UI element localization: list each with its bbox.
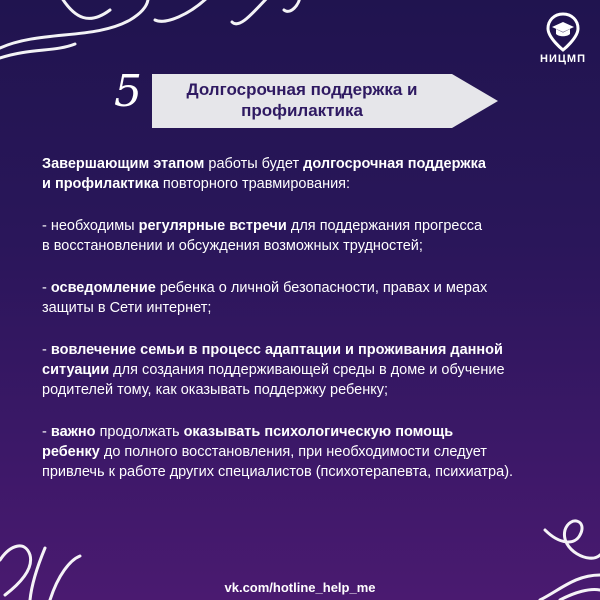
logo-text: НИЦМП	[540, 53, 586, 65]
text-run: для создания поддерживающей среды в доме и обучение	[109, 362, 505, 378]
text-run: -	[42, 342, 51, 358]
bold-phrase: ребенку	[42, 444, 100, 460]
content-text	[42, 154, 572, 504]
bold-phrase: важно	[50, 424, 96, 440]
text-run: -	[42, 280, 51, 296]
text-run: ребенка о личной безопасности, правах и мерах	[155, 280, 488, 296]
step-title-line2: профилактика	[241, 101, 363, 120]
logo	[533, 12, 593, 65]
text-run: защиты в Сети интернет;	[42, 300, 212, 316]
text-run: в восстановлении и обсуждения возможных трудностей;	[42, 238, 423, 254]
paragraph-meetings	[42, 216, 572, 256]
text-run: для поддержания прогресса	[286, 218, 483, 234]
text-run: продолжать	[95, 424, 184, 440]
step-title-banner	[152, 74, 498, 128]
step-title-line1: Долгосрочная поддержка и	[186, 80, 418, 99]
bold-phrase: регулярные встречи	[138, 218, 287, 234]
footer-link[interactable]: vk.com/hotline_help_me	[224, 580, 376, 595]
bold-phrase: оказывать психологическую помощь	[183, 424, 454, 440]
bold-phrase: вовлечение семьи в процесс адаптации и проживания данной	[50, 342, 503, 358]
text-run: -	[42, 424, 51, 440]
bold-phrase: долгосрочная поддержка	[303, 156, 486, 172]
text-run: родителей тому, как оказывать поддержку ребенку;	[42, 382, 389, 398]
paragraph-psych-help	[42, 422, 572, 482]
text-run: привлечь к работе других специалистов (психотерапевта, психиатра).	[42, 464, 514, 480]
paragraph-family	[42, 340, 572, 400]
bold-phrase: ситуации	[42, 362, 110, 378]
text-run: повторного травмирования:	[158, 176, 351, 192]
bold-phrase: осведомление	[50, 280, 156, 296]
graduation-cap-pin-icon	[543, 12, 583, 52]
step-number: 5	[114, 66, 142, 117]
text-run: работы будет	[204, 156, 304, 172]
paragraph-intro	[42, 154, 572, 194]
bold-phrase: и профилактика	[42, 176, 159, 192]
text-run: до полного восстановления, при необходимости следует	[99, 444, 487, 460]
paragraph-awareness	[42, 278, 572, 318]
bold-phrase: Завершающим этапом	[42, 156, 205, 172]
step-title	[152, 79, 452, 121]
text-run: - необходимы	[42, 218, 139, 234]
